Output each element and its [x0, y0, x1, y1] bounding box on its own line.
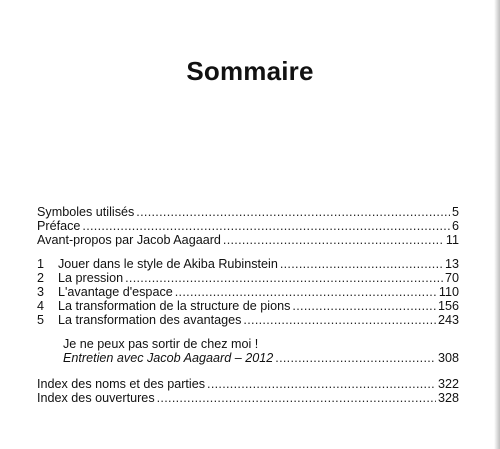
chapter-label: L'avantage d'espace	[58, 285, 173, 299]
toc-entry-page: 322	[437, 377, 459, 391]
chapter-page: 70	[444, 271, 459, 285]
chapter-number: 5	[37, 313, 45, 327]
page-title: Sommaire	[186, 56, 314, 86]
interview-page: 308	[437, 351, 459, 365]
toc-entry-label: Préface	[37, 219, 81, 233]
toc-dot-leader	[223, 232, 444, 248]
toc-entry-label: Index des noms et des parties	[37, 377, 206, 391]
chapter-label: La pression	[58, 271, 124, 285]
toc-index-ouvertures	[37, 390, 459, 406]
toc-entry-label: Symboles utilisés	[37, 205, 135, 219]
chapter-label: La transformation de la structure de pions	[58, 299, 291, 313]
toc-dot-leader	[275, 350, 436, 366]
chapter-number: 4	[37, 299, 45, 313]
toc-entry-page: 6	[451, 219, 459, 233]
toc-entry-avant-propos	[37, 232, 459, 248]
chapter-number: 1	[37, 257, 45, 271]
interview-heading: Je ne peux pas sortir de chez moi !	[63, 337, 259, 351]
toc-entry-page: 5	[451, 205, 459, 219]
toc-chapter-5	[37, 312, 459, 328]
toc-entry-page: 328	[437, 391, 459, 405]
toc-entry-label: Avant-propos par Jacob Aagaard	[37, 233, 221, 247]
interview-label: Entretien avec Jacob Aagaard – 2012	[63, 351, 274, 365]
toc-dot-leader	[243, 312, 436, 328]
toc-interview-entry	[63, 350, 459, 366]
toc-dot-leader	[157, 390, 436, 406]
chapter-page: 156	[437, 299, 459, 313]
chapter-page: 13	[444, 257, 459, 271]
chapter-label: La transformation des avantages	[58, 313, 242, 327]
toc-entry-label: Index des ouvertures	[37, 391, 155, 405]
chapter-number: 3	[37, 285, 45, 299]
chapter-page: 243	[437, 313, 459, 327]
chapter-number: 2	[37, 271, 45, 285]
chapter-label: Jouer dans le style de Akiba Rubinstein	[58, 257, 278, 271]
toc-entry-page: 11	[445, 233, 459, 247]
chapter-page: 110	[438, 285, 459, 299]
